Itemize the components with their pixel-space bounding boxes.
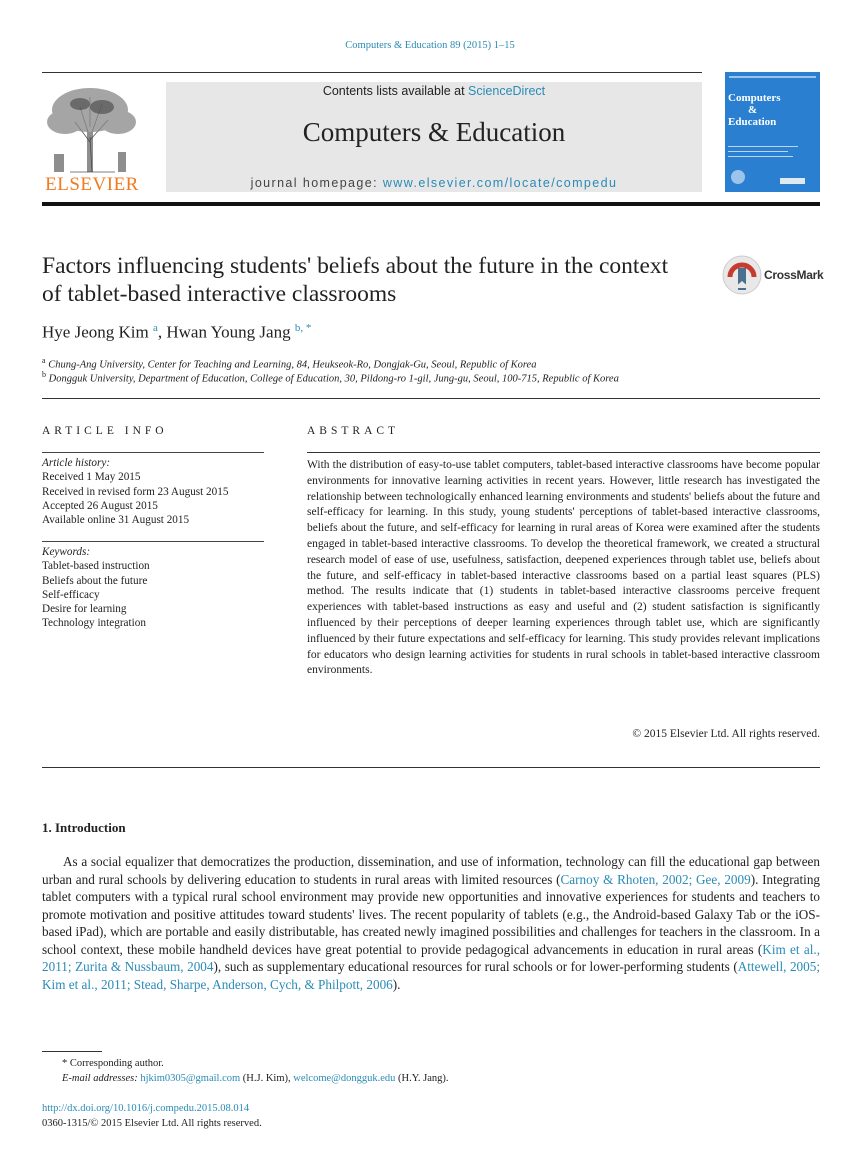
issn-copyright: 0360-1315/© 2015 Elsevier Ltd. All rights reserved. — [42, 1118, 262, 1129]
author-list — [42, 322, 311, 343]
affiliation-text: Dongguk University, Department of Education, College of Education, 30, Pildong-ro 1-gil, Jung-gu, Seoul, 100-715, Republic of Korea — [48, 373, 619, 385]
cover-title-line3: Education — [728, 116, 777, 128]
keyword-item: Technology integration — [42, 617, 146, 630]
running-head[interactable]: Computers & Education 89 (2015) 1–15 — [345, 40, 515, 51]
cover-title-line1: Computers — [728, 92, 781, 104]
introduction-heading: 1. Introduction — [42, 820, 126, 835]
email-addresses — [62, 1073, 449, 1084]
email-link[interactable]: hjkim0305@gmail.com — [140, 1073, 241, 1084]
affiliation-a — [42, 356, 536, 371]
author-affiliation-mark[interactable]: a — [152, 322, 158, 334]
history-item: Available online 31 August 2015 — [42, 514, 190, 527]
author-name[interactable]: Hwan Young Jang — [166, 322, 291, 342]
email-link[interactable]: welcome@dongguk.edu — [293, 1073, 396, 1084]
cover-decoration — [729, 76, 816, 78]
footnote-rule — [42, 1051, 102, 1052]
cover-title — [728, 92, 816, 157]
keywords-rule — [42, 541, 264, 542]
front-matter-rule — [42, 398, 820, 399]
author-affiliation-mark[interactable]: b, * — [294, 322, 312, 334]
abstract-copyright: © 2015 Elsevier Ltd. All rights reserved. — [632, 728, 820, 740]
author-name[interactable]: Hye Jeong Kim — [42, 322, 149, 342]
cover-text-line — [728, 146, 798, 147]
keywords-label: Keywords: — [42, 546, 91, 558]
citation-link[interactable]: Attewell, 2005; Kim et al., 2011; Stead, Sharpe, Anderson, Cych, & Philpott, 2006 — [42, 959, 820, 992]
header-top-rule — [42, 72, 702, 73]
intro-text: ). — [392, 976, 401, 992]
citation-link[interactable]: Carnoy & Rhoten, 2002; Gee, 2009 — [560, 871, 751, 887]
contents-prefix: Contents lists available at — [322, 84, 469, 98]
keyword-item: Desire for learning — [42, 603, 127, 616]
cover-barcode — [780, 178, 805, 184]
doi-link[interactable]: http://dx.doi.org/10.1016/j.compedu.2015.08.014 — [42, 1103, 250, 1114]
email-owner: (H.J. Kim), — [240, 1073, 294, 1084]
introduction-paragraph — [42, 853, 820, 993]
article-title: Factors influencing students' beliefs about the future in the context of tablet-based interactive classrooms — [42, 253, 669, 307]
corresponding-author-note: * Corresponding author. — [62, 1058, 164, 1069]
affiliation-mark: b — [42, 370, 46, 379]
homepage-line — [166, 176, 702, 190]
affiliation-text: Chung-Ang University, Center for Teaching and Learning, 84, Heukseok-Ro, Dongjak-Gu, Seoul, Republic of Korea — [48, 359, 537, 371]
abstract-heading: ABSTRACT — [307, 425, 400, 437]
author-separator: , — [157, 322, 167, 342]
contents-line — [166, 84, 702, 98]
affiliation-mark: a — [42, 356, 46, 365]
intro-text: ), such as supplementary educational resources for rural schools or for lower-performing students ( — [213, 959, 738, 974]
article-history — [42, 456, 272, 527]
keyword-item: Self-efficacy — [42, 588, 100, 601]
sciencedirect-link[interactable]: ScienceDirect — [468, 84, 546, 98]
email-label: E-mail addresses: — [62, 1073, 141, 1084]
affiliation-b — [42, 370, 619, 385]
abstract-rule — [307, 452, 820, 453]
history-item: Received in revised form 23 August 2015 — [42, 485, 229, 498]
history-item: Received 1 May 2015 — [42, 471, 141, 484]
journal-title: Computers & Education — [302, 117, 566, 147]
history-item: Accepted 26 August 2015 — [42, 499, 158, 512]
elsevier-wordmark: ELSEVIER — [45, 174, 139, 195]
cover-text-line — [728, 156, 793, 157]
citation-link[interactable]: Kim et al., 2011; Zurita & Nussbaum, 2004 — [42, 941, 820, 974]
article-info-rule — [42, 452, 264, 453]
crossmark-label[interactable]: CrossMark — [764, 268, 824, 282]
abstract-text: With the distribution of easy-to-use tablet computers, tablet-based interactive classrooms have become popular environments for innovative learning activities in recent years. However, little research has investigated the relationship between technologically enhanced learning environments and students' beliefs about the future and self-efficacy for learning. In this study, young students' perceptions of tablet-based interactive classrooms, beliefs about the future, and self-efficacy for learning in rural areas of Korea were examined after the students engaged in tablet-based interactive classrooms. To develop the theoretical framework, we created a structural research model of ease of use, usefulness, satisfaction, deepened experiences through tablet use, beliefs about the future, and self-efficacy in tablet-based interactive classrooms based on a partial least squares (PLS) method. The results indicate that (1) students in tablet-based interactive classrooms perceive frequent experiences with tablet-based instructions as easy and useful and (2) student satisfaction is significantly influenced by their perceptions of deeper learning experiences through tablet use, which are significantly influenced by their future expectations and self-efficacy for learning. This study provides relevant implications for educators who design learning activities for students in rural schools in tablet-based interactive classroom environments. — [307, 459, 820, 677]
keywords-block — [42, 545, 272, 631]
keyword-item: Tablet-based instruction — [42, 560, 150, 573]
header-thick-rule — [42, 202, 820, 206]
cover-text-line — [728, 151, 788, 152]
intro-text: ). Integrating tablet computers with a typical rural school environment may provide new opportunities and innovative experiences for students and teachers to promote motivation and positive attitudes toward students' lives. The recent popularity of tablets (e.g., the Android-based Galaxy Tab or the iOS-based iPad), which are portable and easily distributable, has created newly imagined possibilities and challenges for teachers in the classroom. In a school context, these mobile handheld devices have great potential to provide pedagogical advancements in education in rural areas ( — [42, 871, 821, 957]
crossmark-icon[interactable] — [722, 255, 762, 295]
article-history-label: Article history: — [42, 457, 111, 469]
article-info-heading: ARTICLE INFO — [42, 425, 168, 437]
email-owner: (H.Y. Jang). — [395, 1073, 449, 1084]
keyword-item: Beliefs about the future — [42, 574, 148, 587]
homepage-prefix: journal homepage: — [250, 176, 383, 190]
cover-emblem — [731, 170, 745, 184]
abstract-bottom-rule — [42, 767, 820, 768]
cover-title-line2: & — [748, 104, 758, 116]
intro-text: As a social equalizer that democratizes the production, dissemination, and use of information, technology can fill the educational gap between urban and rural schools by delivering education to students in rural areas with limited resources ( — [42, 854, 820, 887]
homepage-link[interactable]: www.elsevier.com/locate/compedu — [382, 176, 618, 190]
